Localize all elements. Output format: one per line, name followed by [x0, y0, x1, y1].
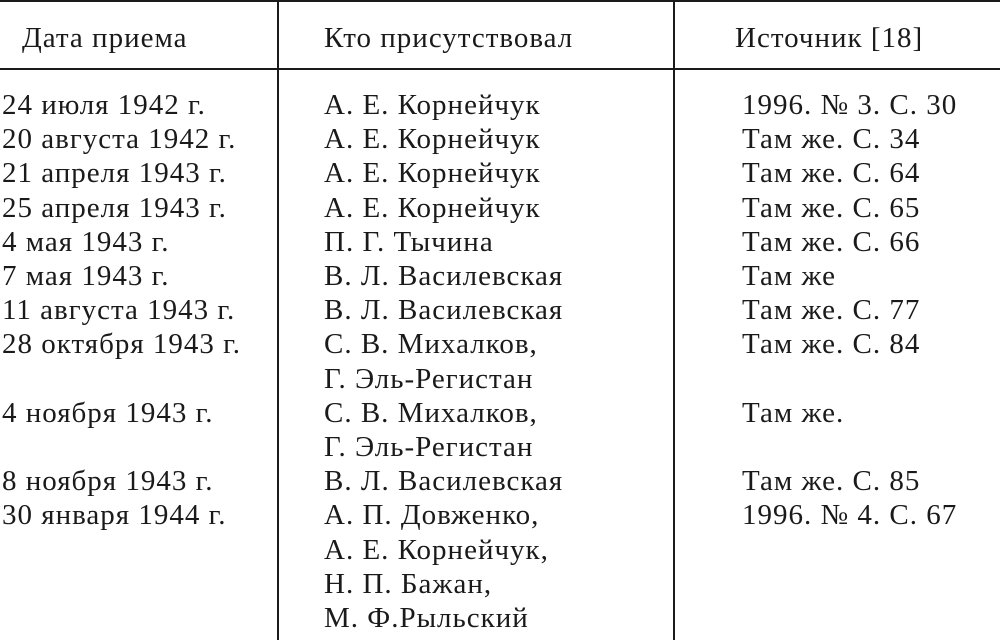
table-row [0, 122, 1000, 156]
date-cell: 20 августа 1942 г. [2, 123, 237, 156]
who-line: А. П. Довженко, [324, 499, 540, 532]
header-who: Кто присутствовал [324, 22, 574, 54]
date-cell: 4 мая 1943 г. [2, 225, 170, 258]
date-cell: 25 апреля 1943 г. [2, 191, 227, 224]
source-cell: Там же [742, 260, 836, 293]
source-cell: Там же. С. 65 [742, 191, 921, 224]
source-cell: Там же. [742, 396, 845, 429]
source-cell: Там же. С. 66 [742, 225, 921, 258]
table-row [0, 156, 1000, 190]
source-cell: Там же. С. 84 [742, 328, 921, 361]
table-row [0, 464, 1000, 498]
who-line: Н. П. Бажан, [324, 567, 493, 600]
who-line: А. Е. Корнейчук [324, 191, 541, 224]
date-cell: 8 ноября 1943 г. [2, 465, 214, 498]
date-cell: 11 августа 1943 г. [2, 294, 236, 327]
source-cell: Там же. С. 34 [742, 123, 921, 156]
date-cell: 21 апреля 1943 г. [2, 157, 227, 190]
table-row [0, 259, 1000, 293]
source-cell: Там же. С. 77 [742, 294, 921, 327]
table-row [0, 225, 1000, 259]
table-body [0, 88, 1000, 635]
who-line: В. Л. Василевская [324, 294, 564, 327]
date-cell: 4 ноября 1943 г. [2, 396, 214, 429]
source-cell: Там же. С. 64 [742, 157, 921, 190]
table-row [0, 293, 1000, 327]
who-cell [278, 498, 690, 635]
who-cell [278, 327, 690, 395]
who-line: В. Л. Василевская [324, 260, 564, 293]
table-header-rule [0, 68, 1000, 70]
who-cell [278, 156, 690, 190]
date-cell: 7 мая 1943 г. [2, 260, 170, 293]
header-source: Источник [18] [735, 22, 924, 54]
who-cell [278, 464, 690, 498]
table-row [0, 396, 1000, 464]
who-line: А. Е. Корнейчук, [324, 533, 549, 566]
source-cell: Там же. С. 85 [742, 465, 921, 498]
who-cell [278, 88, 690, 122]
table-row [0, 88, 1000, 122]
who-line: С. В. Михалков, [324, 396, 538, 429]
table-row [0, 327, 1000, 395]
who-cell [278, 122, 690, 156]
date-cell: 24 июля 1942 г. [2, 89, 206, 121]
table-top-rule [0, 0, 1000, 2]
who-line: А. Е. Корнейчук [324, 89, 541, 121]
who-line: М. Ф.Рыльский [324, 602, 529, 635]
who-cell [278, 396, 690, 464]
who-line: А. Е. Корнейчук [324, 123, 541, 156]
header-date: Дата приема [22, 22, 188, 54]
who-line: В. Л. Василевская [324, 465, 564, 498]
who-cell [278, 191, 690, 225]
who-cell [278, 259, 690, 293]
who-cell [278, 293, 690, 327]
date-cell: 30 января 1944 г. [2, 499, 227, 532]
date-cell: 28 октября 1943 г. [2, 328, 242, 361]
who-cell [278, 225, 690, 259]
table-row [0, 498, 1000, 635]
who-line: А. Е. Корнейчук [324, 157, 541, 190]
source-cell: 1996. № 4. С. 67 [742, 499, 958, 532]
who-line: П. Г. Тычина [324, 225, 494, 258]
who-line: С. В. Михалков, [324, 328, 538, 361]
who-line: Г. Эль-Регистан [324, 362, 534, 395]
table-row [0, 191, 1000, 225]
source-cell: 1996. № 3. С. 30 [742, 89, 958, 121]
who-line: Г. Эль-Регистан [324, 431, 534, 464]
